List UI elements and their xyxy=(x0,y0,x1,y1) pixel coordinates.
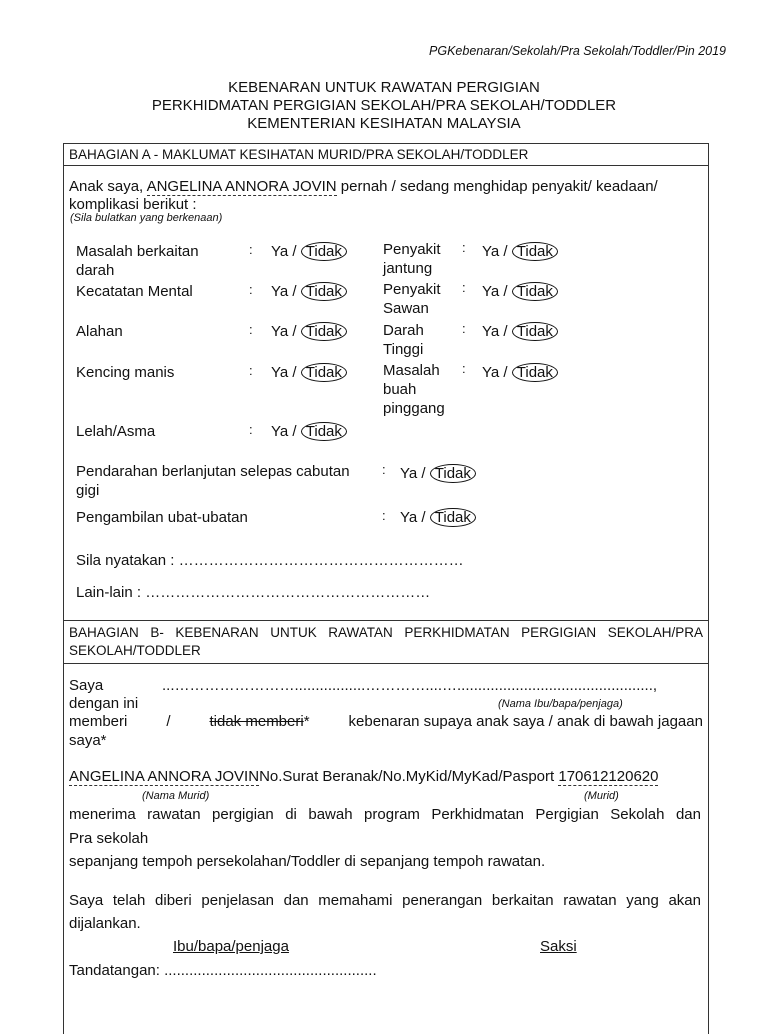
answer-bleeding[interactable] xyxy=(400,464,476,483)
answer-epilepsy[interactable] xyxy=(482,282,558,301)
ya-option[interactable]: Ya / xyxy=(400,509,426,526)
parent-signature-heading: Ibu/bapa/penjaga xyxy=(173,938,289,955)
intro-suffix: pernah / sedang menghidap penyakit/ keadaan/ xyxy=(340,178,658,195)
condition-label-heart: Penyakit jantung xyxy=(383,241,441,277)
ya-option[interactable]: Ya / xyxy=(482,243,508,260)
section-b-heading-line-1: BAHAGIAN B- KEBENARAN UNTUK RAWATAN PERKHIDMATAN PERGIGIAN SEKOLAH/PRA xyxy=(69,625,703,640)
condition-label-epilepsy: Penyakit Sawan xyxy=(383,281,441,317)
memberi-option[interactable]: memberi xyxy=(69,713,128,730)
section-a-intro xyxy=(69,178,703,195)
condition-colon: : xyxy=(382,508,386,523)
condition-colon: : xyxy=(249,422,253,437)
others-field[interactable]: ………………………………………………… xyxy=(145,584,431,601)
consent-asterisk: * xyxy=(303,713,310,730)
ya-option[interactable]: Ya / xyxy=(482,364,508,381)
dengan-ini-label: dengan ini xyxy=(69,695,139,712)
murid-caption: (Murid) xyxy=(584,790,619,802)
form-title-line-1: KEBENARAN UNTUK RAWATAN PERGIGIAN xyxy=(228,79,540,96)
student-name-field[interactable]: ANGELINA ANNORA JOVIN xyxy=(69,768,260,785)
signature-row xyxy=(69,962,377,979)
ya-option[interactable]: Ya / xyxy=(400,465,426,482)
condition-label-bleeding: Pendarahan berlanjutan selepas cabutan gigi xyxy=(76,463,350,499)
condition-label-asthma: Lelah/Asma xyxy=(76,423,156,440)
saya-asterisk-label: saya* xyxy=(69,732,107,749)
consent-slash: / xyxy=(166,713,171,730)
form-title-block xyxy=(0,79,768,133)
condition-colon: : xyxy=(249,322,253,337)
condition-label-medication: Pengambilan ubat-ubatan xyxy=(76,509,248,526)
specify-row xyxy=(76,552,464,569)
answer-hypertension[interactable] xyxy=(482,322,558,341)
specify-field[interactable]: ………………………………………………… xyxy=(178,552,464,569)
tidak-memberi-option[interactable]: tidak memberi xyxy=(209,713,304,730)
condition-label-mental: Kecatatan Mental xyxy=(76,283,193,300)
form-title-line-2: PERKHIDMATAN PERGIGIAN SEKOLAH/PRA SEKOLAH/TODDLER xyxy=(151,97,617,114)
condition-label-allergy: Alahan xyxy=(76,323,123,340)
period-line: sepanjang tempoh persekolahan/Toddler di sepanjang tempoh rawatan. xyxy=(69,853,546,870)
form-frame xyxy=(63,143,709,1034)
condition-label-blood: Masalah berkaitan darah xyxy=(76,243,199,279)
parent-name-caption: (Nama Ibu/bapa/penjaga) xyxy=(498,698,623,710)
form-title-line-3: KEMENTERIAN KESIHATAN MALAYSIA xyxy=(247,115,521,132)
ya-option[interactable]: Ya / xyxy=(482,323,508,340)
explain-line-2: dijalankan. xyxy=(69,915,141,932)
consent-line xyxy=(69,713,703,730)
ya-option[interactable]: Ya / xyxy=(271,423,297,440)
tidak-circled[interactable]: Tidak xyxy=(301,322,347,341)
condition-colon: : xyxy=(462,240,466,255)
condition-colon: : xyxy=(462,361,466,376)
explain-line-1: Saya telah diberi penjelasan dan memahami penerangan berkaitan rawatan yang akan xyxy=(69,892,701,909)
child-id-line xyxy=(69,768,658,785)
tidak-circled[interactable]: Tidak xyxy=(301,422,347,441)
condition-colon: : xyxy=(462,321,466,336)
receive-line-2: Pra sekolah xyxy=(69,830,149,847)
receive-line-1: menerima rawatan pergigian di bawah program Perkhidmatan Pergigian Sekolah dan xyxy=(69,806,701,823)
saya-label: Saya xyxy=(69,677,104,694)
answer-mental[interactable] xyxy=(271,282,347,301)
tidak-circled[interactable]: Tidak xyxy=(512,322,558,341)
condition-colon: : xyxy=(249,282,253,297)
tidak-circled[interactable]: Tidak xyxy=(301,282,347,301)
signature-field[interactable]: ................................................... xyxy=(164,962,377,979)
signature-label: Tandatangan: xyxy=(69,962,160,979)
section-b-heading-line-2: SEKOLAH/TODDLER xyxy=(69,643,201,658)
condition-label-hypertension: Darah Tinggi xyxy=(383,322,424,358)
condition-colon: : xyxy=(462,280,466,295)
section-a-heading: BAHAGIAN A - MAKLUMAT KESIHATAN MURID/PRA SEKOLAH/TODDLER xyxy=(64,144,708,166)
tidak-circled[interactable]: Tidak xyxy=(512,363,558,382)
ya-option[interactable]: Ya / xyxy=(271,283,297,300)
ya-option[interactable]: Ya / xyxy=(271,364,297,381)
answer-asthma[interactable] xyxy=(271,422,347,441)
tidak-circled[interactable]: Tidak xyxy=(301,242,347,261)
condition-label-diabetes: Kencing manis xyxy=(76,364,175,381)
others-label: Lain-lain : xyxy=(76,584,142,601)
condition-colon: : xyxy=(249,242,253,257)
others-row xyxy=(76,584,430,601)
tidak-circled[interactable]: Tidak xyxy=(301,363,347,382)
intro-prefix: Anak saya, xyxy=(69,178,144,195)
condition-label-kidney: Masalah buah pinggang xyxy=(383,362,445,417)
tidak-circled[interactable]: Tidak xyxy=(512,282,558,301)
circle-instruction: (Sila bulatkan yang berkenaan) xyxy=(70,212,223,224)
parent-name-field[interactable]: ...…………………….................…………....…..............................................., xyxy=(162,677,658,694)
specify-label: Sila nyatakan : xyxy=(76,552,175,569)
ya-option[interactable]: Ya / xyxy=(271,243,297,260)
ya-option[interactable]: Ya / xyxy=(482,283,508,300)
condition-colon: : xyxy=(382,462,386,477)
tidak-circled[interactable]: Tidak xyxy=(430,464,476,483)
doc-label: No.Surat Beranak/No.MyKid/MyKad/Pasport xyxy=(259,768,555,785)
witness-signature-heading: Saksi xyxy=(540,938,577,955)
tidak-circled[interactable]: Tidak xyxy=(430,508,476,527)
child-name-field[interactable]: ANGELINA ANNORA JOVIN xyxy=(146,178,337,195)
answer-allergy[interactable] xyxy=(271,322,347,341)
intro-line-2: komplikasi berikut : xyxy=(69,196,197,213)
answer-blood[interactable] xyxy=(271,242,347,261)
ya-option[interactable]: Ya / xyxy=(271,323,297,340)
doc-number-field[interactable]: 170612120620 xyxy=(558,768,659,785)
answer-heart[interactable] xyxy=(482,242,558,261)
student-name-caption: (Nama Murid) xyxy=(142,790,210,802)
answer-kidney[interactable] xyxy=(482,363,558,382)
answer-diabetes[interactable] xyxy=(271,363,347,382)
consent-text: kebenaran supaya anak saya / anak di bawah jagaan xyxy=(348,713,703,730)
form-reference-code: PGKebenaran/Sekolah/Pra Sekolah/Toddler/Pin 2019 xyxy=(429,44,726,58)
tidak-circled[interactable]: Tidak xyxy=(512,242,558,261)
answer-medication[interactable] xyxy=(400,508,476,527)
section-b-heading xyxy=(64,620,708,664)
condition-colon: : xyxy=(249,363,253,378)
